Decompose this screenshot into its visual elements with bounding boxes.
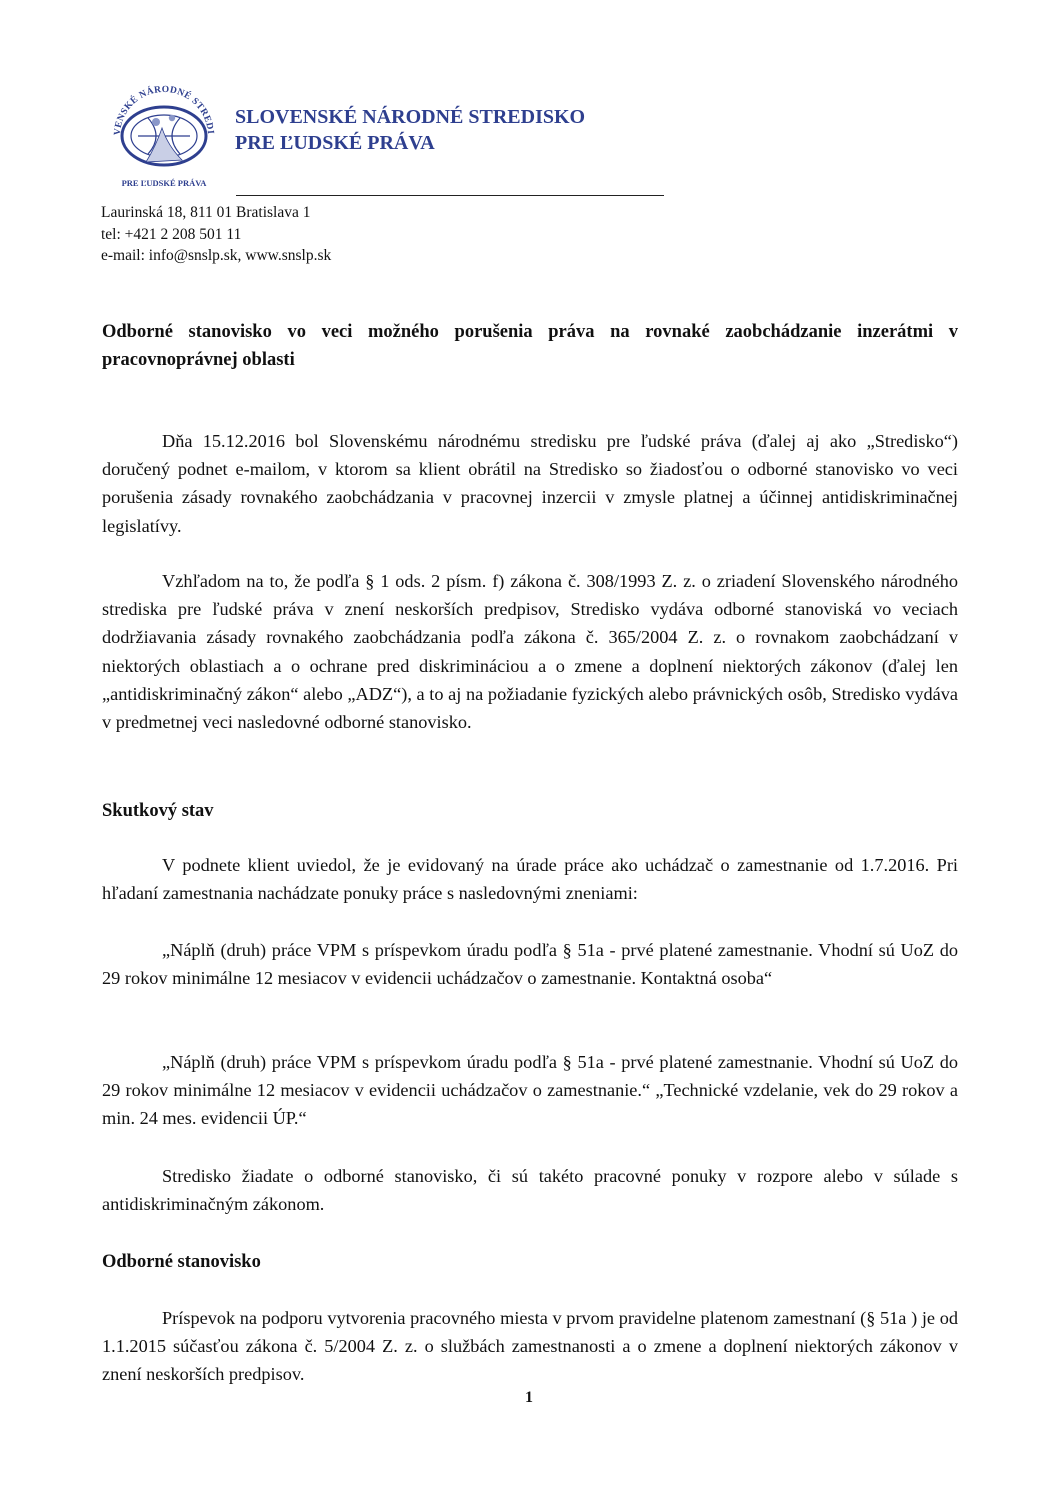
organization-logo: [96, 66, 230, 192]
paragraph-quote-2: „Náplň (druh) práce VPM s príspevkom úradu podľa § 51a - prvé platené zamestnanie. Vhodní sú UoZ do 29 rokov minimálne 12 mesiacov v evidencii uchádzačov o zamestnanie.“ „Technické vzdelanie, vek do 29 rokov a min. 24 mes. evidencii ÚP.“: [102, 1052, 958, 1129]
contact-address: [101, 202, 331, 267]
paragraph-request: Stredisko žiadate o odborné stanovisko, či sú takéto pracovné ponuky v rozpore alebo v súlade s antidiskriminačným zákonom.: [102, 1166, 958, 1215]
section-heading-opinion: Odborné stanovisko: [102, 1252, 261, 1272]
paragraph-intro: Dňa 15.12.2016 bol Slovenskému národnému stredisku pre ľudské práva (ďalej aj ako „Stredisko“) doručený podnet e-mailom, v ktorom sa klient obrátil na Stredisko so žiadosťou o odborné stanovisko vo veci porušenia zásady rovnakého zaobchádzania v pracovnej inzercii v zmysle platnej a účinnej antidiskriminačnej legislatívy.: [102, 431, 958, 536]
logo-bottom-text: PRE ĽUDSKÉ PRÁVA: [121, 178, 207, 188]
section-heading-facts: Skutkový stav: [102, 801, 214, 821]
paragraph-complaint: V podnete klient uviedol, že je evidovaný na úrade práce ako uchádzač o zamestnanie od 1.7.2016. Pri hľadaní zamestnania nachádzate ponuky práce s nasledovnými zneniami:: [102, 855, 958, 904]
paragraph-legal-basis: Vzhľadom na to, že podľa § 1 ods. 2 písm. f) zákona č. 308/1993 Z. z. o zriadení Slovenského národného strediska pre ľudské práva v znení neskorších predpisov, Stredisko vydáva odborné stanoviská vo veciach dodržiavania zásady rovnakého zaobchádzania podľa zákona č. 365/2004 Z. z. o rovnakom zaobchádzaní v niektorých oblastiach a o ochrane pred diskrimináciou a o zmene a doplnení niektorých zákonov (ďalej len „antidiskriminačný zákon“ alebo „ADZ“), a to aj na požiadanie fyzických alebo právnických osôb, Stredisko vydáva v predmetnej veci nasledovné odborné stanovisko.: [102, 571, 958, 733]
address-email: e-mail: info@snslp.sk, www.snslp.sk: [101, 247, 332, 264]
logo-emblem-icon: [96, 66, 230, 192]
organization-name-line1: SLOVENSKÉ NÁRODNÉ STREDISKO: [235, 106, 586, 128]
paragraph-opinion: Príspevok na podporu vytvorenia pracovného miesta v prvom pravidelne platenom zamestnaní (§ 51a ) je od 1.1.2015 súčasťou zákona č. 5/2004 Z. z. o službách zamestnanosti a o zmene a doplnení niektorých zákonov v znení neskorších predpisov.: [102, 1308, 958, 1385]
organization-name-line2: PRE ĽUDSKÉ PRÁVA: [235, 132, 435, 154]
organization-name: [235, 104, 585, 156]
paragraph-quote-1: „Náplň (druh) práce VPM s príspevkom úradu podľa § 51a - prvé platené zamestnanie. Vhodní sú UoZ do 29 rokov minimálne 12 mesiacov v evidencii uchádzačov o zamestnanie. Kontaktná osoba“: [102, 940, 958, 989]
address-street: Laurinská 18, 811 01 Bratislava 1: [101, 204, 311, 221]
document-title: Odborné stanovisko vo veci možného porušenia práva na rovnaké zaobchádzanie inzerátmi v pracovnoprávnej oblasti: [102, 322, 958, 370]
header-divider: [236, 195, 664, 196]
logo-ring-text: VENSKÉ NÁRODNÉ STREDI: [112, 84, 215, 136]
page-number: 1: [525, 1389, 533, 1406]
address-phone: tel: +421 2 208 501 11: [101, 225, 242, 243]
